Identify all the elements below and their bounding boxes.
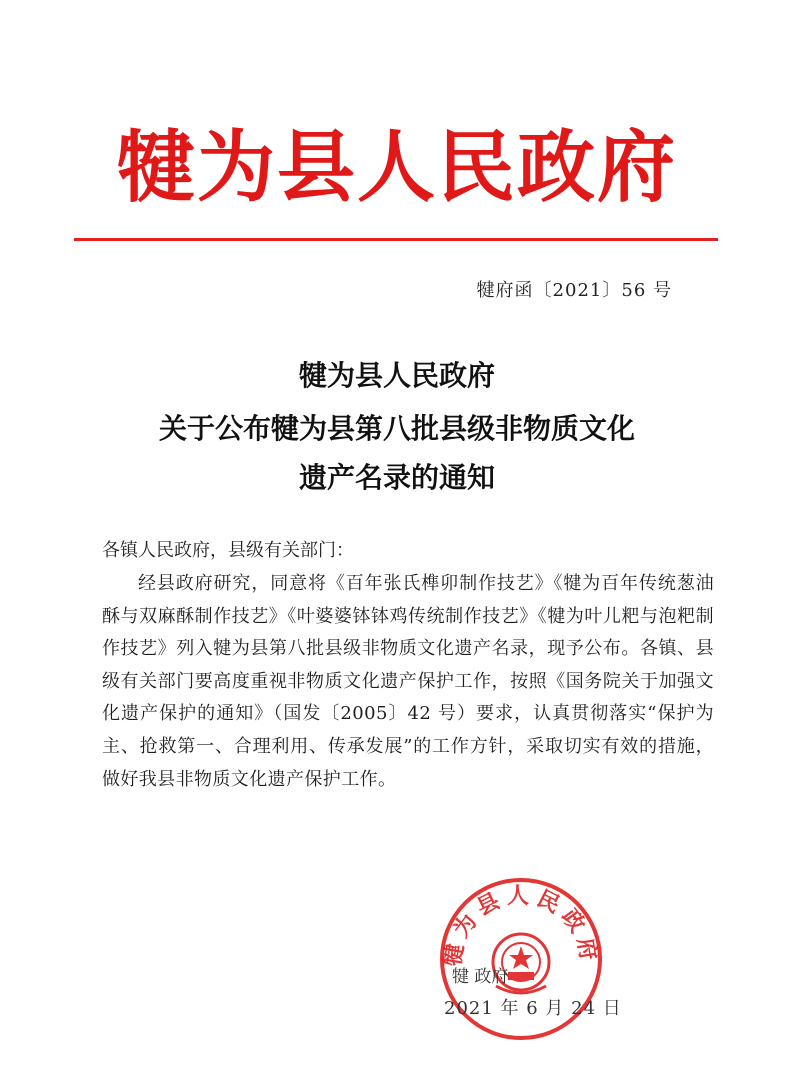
red-divider	[74, 238, 718, 241]
salutation: 各镇人民政府，县级有关部门：	[102, 540, 354, 561]
seal-text: 犍为县人民政府	[439, 883, 603, 969]
signature-date: 2021 年 6 月 24 日	[444, 998, 622, 1019]
title-line-2: 关于公布犍为县第八批县级非物质文化	[158, 412, 635, 445]
masthead-issuer: 犍为县人民政府	[116, 122, 677, 213]
title-line-1: 犍为县人民政府	[298, 359, 495, 392]
signature-name: 犍 政府	[452, 967, 509, 987]
title-line-3: 遗产名录的通知	[298, 461, 495, 494]
body-paragraph: 经县政府研究，同意将《百年张氏榫卯制作技艺》《犍为百年传统葱油酥与双麻酥制作技艺》《叶婆婆钵钵鸡传统制作技艺》《犍为叶儿粑与泡粑制作技艺》列入犍为县第八批县级非物质文化遗产名录，现予公布。各镇、县级有关部门要高度重视非物质文化遗产保护工作，按照《国务院关于加强文化遗产保护的通知》（国发〔2005〕42 号）要求，认真贯彻落实“保护为主、抢救第一、合理利用、传承发展”的工作方针，采取切实有效的措施，做好我县非物质文化遗产保护工作。	[102, 573, 714, 790]
document-number: 犍府函〔2021〕56 号	[476, 280, 672, 301]
